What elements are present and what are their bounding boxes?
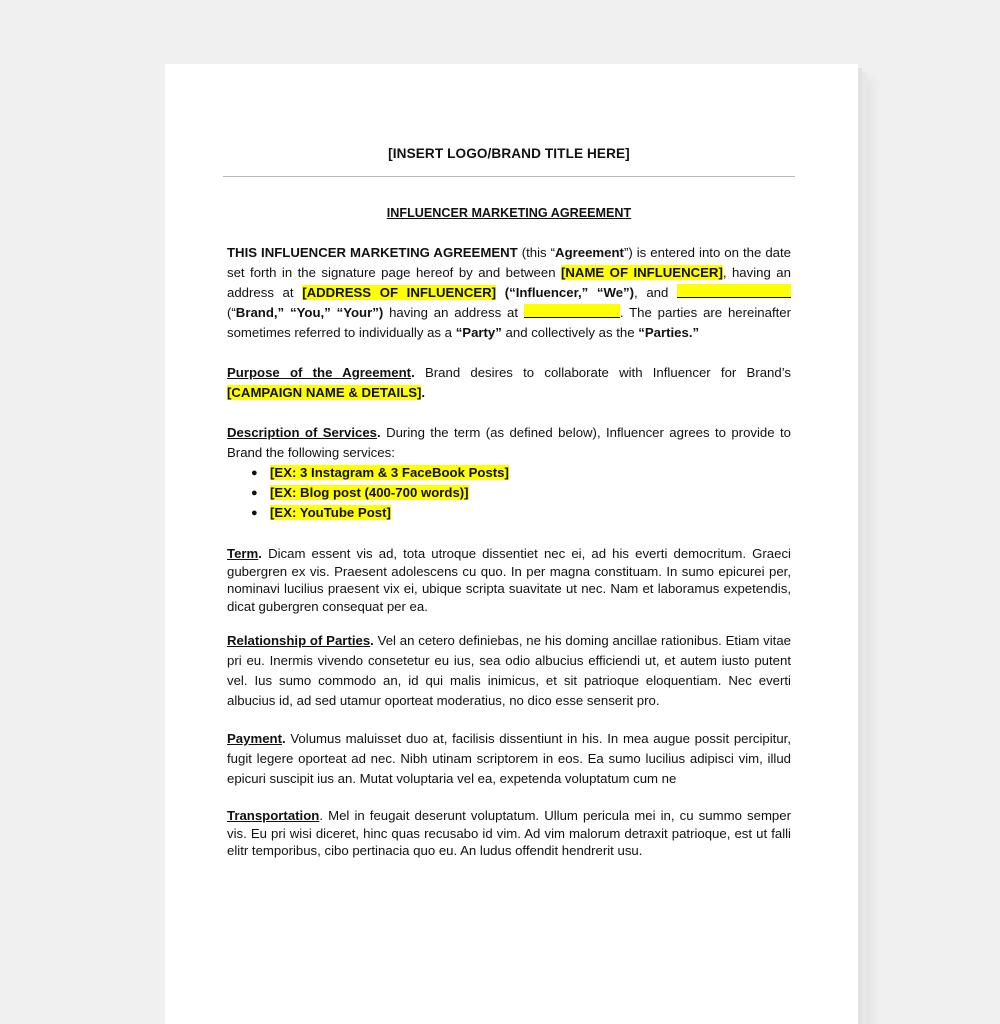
document-title: INFLUENCER MARKETING AGREEMENT	[386, 206, 632, 220]
bullet-icon: ●	[251, 467, 258, 479]
term-section: Term. Dicam essent vis ad, tota utroque dissentiet nec ei, ad his everti democritum. Graeci gubergren ex vis. Praesent adolescens cu quo. In per magna constituam. In sumo epicurei per, nominavi lucilius praesent vix ei, ubique scripta suavitate ut nec. Nam et laboramus expetendis, dicat gubergren consequat per ea.	[227, 546, 791, 614]
list-item: ● [EX: 3 Instagram & 3 FaceBook Posts]	[227, 463, 791, 483]
services-section: Description of Services. During the term (as defined below), Influencer agrees to provide to Brand the following services:	[227, 425, 791, 460]
purpose-heading: Purpose of the Agreement	[227, 365, 412, 380]
campaign-placeholder: [CAMPAIGN NAME & DETAILS]	[227, 385, 422, 400]
purpose-section: Purpose of the Agreement. Brand desires to collaborate with Influencer for Brand’s [CAMPAIGN NAME & DETAILS].	[227, 365, 791, 400]
influencer-name-placeholder: [NAME OF INFLUENCER]	[561, 265, 723, 280]
document-page	[165, 64, 858, 1024]
transportation-heading: Transportation	[227, 808, 320, 823]
document-body	[227, 144, 791, 860]
payment-section: Payment. Volumus maluisset duo at, facilisis dissentiunt in his. In mea augue possit percipitur, fugit legere oporteat ad nec. Nibh utinam scriptorem in eos. Ea sumo lucilius adipisci vim, illud epicuri suscipit ius an. Mutat voluptaria vel ea, expetenda voluptatum cum ne	[227, 731, 791, 786]
header-divider	[223, 176, 795, 177]
term-heading: Term	[227, 546, 259, 561]
bullet-icon: ●	[251, 507, 258, 519]
list-item: ● [EX: Blog post (400-700 words)]	[227, 483, 791, 503]
relationship-section: Relationship of Parties. Vel an cetero definiebas, ne his doming ancillae rationibus. Etiam vitae pri eu. Inermis vivendo consetetur eu ius, sea odio albucius efficiendi ut, et autem iusto putent vel. Ius sumo commodo an, id qui malis inimicus, et sit patrioque eloquentiam. Nec everti albucius id, ad sed utamur oporteat moderatius, no dico esse senserit pro.	[227, 633, 791, 708]
bullet-icon: ●	[251, 487, 258, 499]
transportation-section: Transportation. Mel in feugait deserunt voluptatum. Ullum pericula mei in, cu summo semper vis. Eu pri wisi diceret, hinc quas recusabo id vim. Ad vim malorum detraxit patrioque, est ut falli elitr temporibus, cibo pertinacia quo eu. An ludus offendit hendrerit usu.	[227, 808, 791, 858]
payment-heading: Payment	[227, 731, 282, 746]
intro-paragraph: THIS INFLUENCER MARKETING AGREEMENT (this “Agreement”) is entered into on the date set forth in the signature page hereof by and between [NAME OF INFLUENCER], having an address at [ADDRESS OF INFLUENCER] (“Influencer,” “We”), and (“Brand,” “You,” “Your”) having an address at . The parties are hereinafter sometimes referred to individually as a “Party” and collectively as the “Parties.”	[227, 245, 792, 340]
brand-address-blank	[524, 304, 620, 318]
services-heading: Description of Services	[227, 425, 378, 440]
relationship-heading: Relationship of Parties	[227, 633, 371, 648]
list-item: ● [EX: YouTube Post]	[227, 503, 791, 523]
influencer-address-placeholder: [ADDRESS OF INFLUENCER]	[302, 285, 497, 300]
logo-placeholder: [INSERT LOGO/BRAND TITLE HERE]	[388, 146, 630, 161]
brand-name-blank	[677, 284, 791, 298]
services-list	[227, 463, 791, 523]
